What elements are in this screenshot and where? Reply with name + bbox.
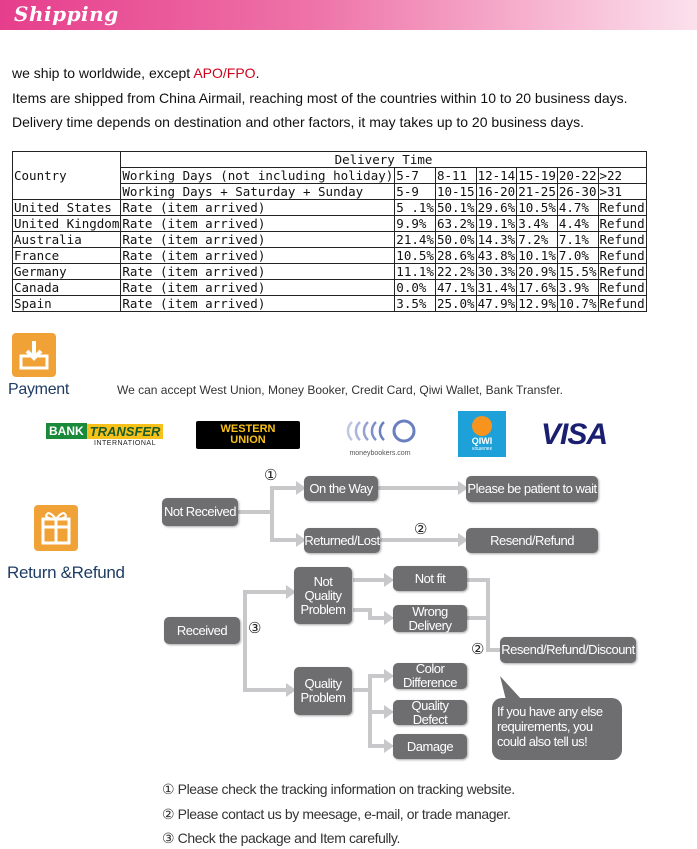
payment-text: We can accept West Union, Money Booker, Credit Card, Qiwi Wallet, Bank Transfer. xyxy=(117,383,563,397)
not-quality-problem-box: Not Quality Problem xyxy=(294,567,352,624)
rate-label-cell: Rate (item arrived) xyxy=(121,200,395,216)
not-fit-box: Not fit xyxy=(393,566,467,591)
rate-value-cell: 10.5% xyxy=(396,248,434,263)
rate-value-cell: 7.0% xyxy=(557,248,598,264)
rate-value-cell: Refund xyxy=(599,280,645,295)
resend-refund-discount-box: Resend/Refund/Discount xyxy=(500,637,636,663)
working-days-cell: 15-19 xyxy=(518,168,556,183)
connector xyxy=(272,512,298,540)
marker-three: ③ xyxy=(248,620,262,637)
apo-fpo-highlight: APO/FPO xyxy=(193,65,256,81)
rate-label-cell: Rate (item arrived) xyxy=(121,232,395,248)
rate-value-cell: 3.9% xyxy=(557,280,598,296)
connector xyxy=(238,488,298,512)
rate-value-cell: 3.4% xyxy=(517,216,558,232)
rate-value-cell: 19.1% xyxy=(477,216,516,231)
weekend-days-cell: >31 xyxy=(598,184,646,200)
rate-value-cell: Refund xyxy=(599,200,645,215)
country-header: Country xyxy=(13,152,121,200)
bank-transfer-sub: INTERNATIONAL xyxy=(94,440,156,447)
marker-two-received: ② xyxy=(471,641,485,658)
rate-value-cell: 20.9% xyxy=(518,264,556,279)
rate-value-cell: 43.8% xyxy=(477,248,516,263)
rate-value-cell: 9.9% xyxy=(395,216,436,232)
note-contact: ② Please contact us by meesage, e-mail, or trade manager. xyxy=(162,806,511,822)
weekend-days-cell: 10-15 xyxy=(436,184,475,199)
quality-defect-box: Quality Defect xyxy=(393,700,467,725)
rate-value-cell: Refund xyxy=(599,216,645,231)
western-text: WESTERN xyxy=(220,423,276,435)
rate-value-cell: Refund xyxy=(599,296,645,311)
country-cell: Germany xyxy=(13,264,121,280)
rate-value-cell: 25.0% xyxy=(436,296,475,311)
connector xyxy=(245,630,288,690)
marker-two: ② xyxy=(414,521,428,538)
weekend-days-cell: 26-30 xyxy=(558,184,597,199)
rate-value-cell: 10.5% xyxy=(518,200,556,215)
rate-value-cell: 50.1% xyxy=(436,200,475,215)
rate-label-cell: Rate (item arrived) xyxy=(121,264,395,280)
rate-value-cell: 21.4% xyxy=(396,232,434,247)
weekend-days-label: Working Days + Saturday + Sunday xyxy=(121,184,395,200)
rate-value-cell: 7.1% xyxy=(557,232,598,248)
rate-value-cell: 10.1% xyxy=(518,248,556,263)
rate-value-cell: 31.4% xyxy=(477,280,516,295)
transfer-logo-text: TRANSFER xyxy=(87,424,164,439)
qiwi-sub-text: кошелек xyxy=(472,446,492,452)
country-cell: United Kingdom xyxy=(14,216,120,231)
union-text: UNION xyxy=(230,434,266,446)
weekend-days-cell: 16-20 xyxy=(477,184,516,199)
weekend-days-cell: 5-9 xyxy=(395,184,436,200)
rate-label-cell: Rate (item arrived) xyxy=(121,296,395,312)
on-the-way-box: On the Way xyxy=(304,476,378,501)
rate-value-cell: 4.4% xyxy=(557,216,598,232)
rate-value-cell: 10.7% xyxy=(558,296,597,311)
rate-value-cell: 15.5% xyxy=(558,264,597,279)
rate-value-cell: 22.2% xyxy=(436,264,475,279)
rate-label-cell: Rate (item arrived) xyxy=(121,280,395,296)
rate-value-cell: 14.3% xyxy=(477,232,516,247)
wrong-delivery-box: Wrong Delivery xyxy=(393,605,467,632)
intro-line-1-prefix: we ship to worldwide, except xyxy=(12,65,194,81)
rate-label-cell: Rate (item arrived) xyxy=(121,248,395,264)
country-cell: United States xyxy=(13,200,121,216)
rate-value-cell: 28.6% xyxy=(436,248,475,263)
visa-logo: VISA xyxy=(541,418,608,451)
rate-value-cell: 17.6% xyxy=(518,280,556,295)
rate-value-cell: 47.9% xyxy=(477,296,516,311)
rate-value-cell: Refund xyxy=(599,248,645,263)
rate-value-cell: 63.2% xyxy=(436,216,475,231)
working-days-cell: >22 xyxy=(598,168,646,184)
rate-value-cell: 50.0% xyxy=(436,232,475,247)
rate-value-cell: 30.3% xyxy=(477,264,516,279)
country-cell: France xyxy=(13,248,121,264)
connector xyxy=(353,676,388,690)
bubble-text: If you have any else requirements, you could also tell us! xyxy=(497,704,603,749)
not-received-box: Not Received xyxy=(162,498,238,526)
rate-value-cell: 29.6% xyxy=(477,200,516,215)
received-box: Received xyxy=(164,617,240,644)
country-cell: Canada xyxy=(13,280,121,296)
working-days-label: Working Days (not including holiday) xyxy=(122,168,394,183)
return-refund-label: Return &Refund xyxy=(7,563,125,582)
intro-line-2: Items are shipped from China Airmail, reaching most of the countries within 10 to 20 business days. xyxy=(12,90,628,106)
rate-value-cell: Refund xyxy=(599,264,645,279)
quality-problem-box: Quality Problem xyxy=(294,667,352,715)
rate-value-cell: 4.7% xyxy=(557,200,598,216)
rate-value-cell: 3.5% xyxy=(395,296,436,312)
rate-value-cell: 47.1% xyxy=(436,280,475,295)
moneybookers-text: moneybookers.com xyxy=(349,450,411,457)
country-cell: Australia xyxy=(13,232,121,248)
shipping-title: Shipping xyxy=(14,2,119,26)
rate-label-cell: Rate (item arrived) xyxy=(121,216,395,232)
be-patient-box: Please be patient to wait xyxy=(466,476,598,502)
damage-box: Damage xyxy=(393,734,467,759)
working-days-cell: 12-14 xyxy=(477,168,516,183)
qiwi-text: QIWI xyxy=(471,436,493,446)
marker-one: ① xyxy=(264,467,278,484)
working-days-cell: 5-7 xyxy=(395,168,436,184)
working-days-cell: 20-22 xyxy=(558,168,597,183)
working-days-cell: 8-11 xyxy=(435,168,476,184)
note-tracking: ① Please check the tracking information on tracking website. xyxy=(162,781,515,797)
bank-logo-text: BANK xyxy=(46,423,87,439)
rate-value-cell: 0.0% xyxy=(395,280,436,296)
weekend-days-cell: 21-25 xyxy=(518,184,556,199)
intro-line-1-suffix: . xyxy=(255,65,260,81)
returned-lost-box: Returned/Lost xyxy=(304,528,380,553)
rate-value-cell: 5 .1% xyxy=(396,200,434,215)
rate-value-cell: 11.1% xyxy=(396,264,434,279)
rate-value-cell: 12.9% xyxy=(518,296,556,311)
payment-label: Payment xyxy=(8,381,70,398)
rate-value-cell: 7.2% xyxy=(517,232,558,248)
country-cell: Spain xyxy=(13,296,121,312)
intro-line-3: Delivery time depends on destination and other factors, it may takes up to 20 business days. xyxy=(12,114,584,130)
delivery-time-header: Delivery Time xyxy=(121,152,646,168)
color-difference-box: Color Difference xyxy=(393,663,467,689)
note-check-package: ③ Check the package and Item carefully. xyxy=(162,830,400,846)
rate-value-cell: Refund xyxy=(599,232,645,247)
resend-refund-box: Resend/Refund xyxy=(466,528,598,553)
connector xyxy=(353,610,388,618)
